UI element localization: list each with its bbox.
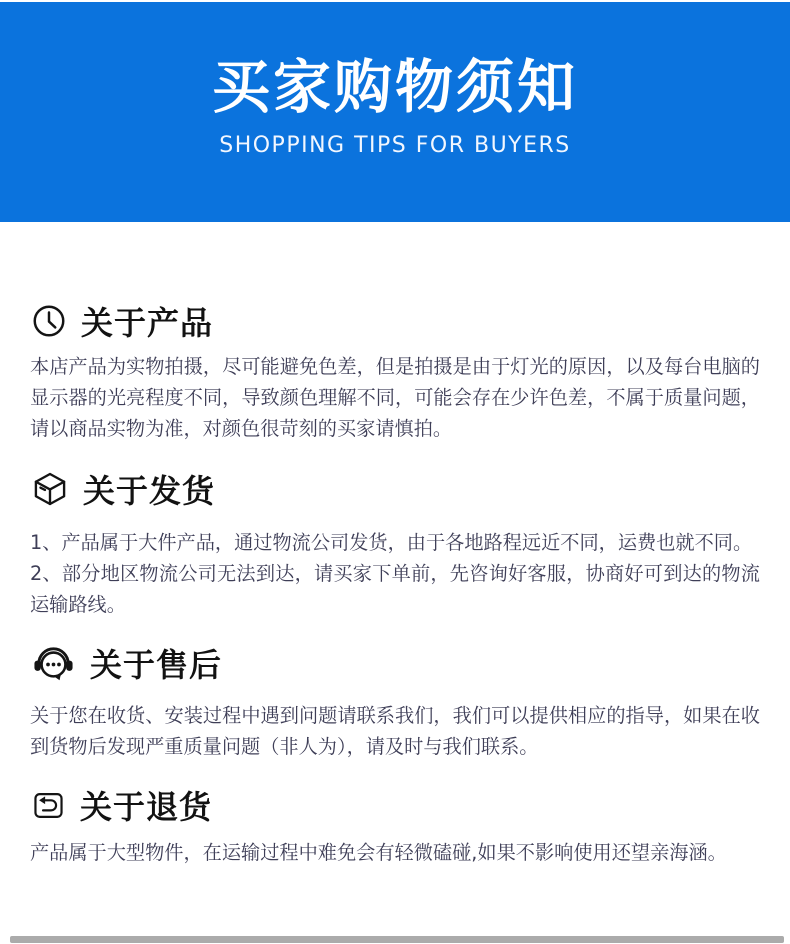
section-paragraph: 产品属于大型物件，在运输过程中难免会有轻微磕碰,如果不影响使用还望亲海涵。 — [30, 841, 727, 864]
banner — [0, 0, 790, 222]
section-heading — [30, 640, 760, 686]
clock-icon — [30, 302, 68, 340]
section-about-returns — [30, 782, 760, 868]
section-title: 关于售后 — [90, 646, 223, 684]
section-title: 关于发货 — [83, 472, 216, 510]
section-title: 关于退货 — [80, 788, 213, 826]
banner-subtitle: SHOPPING TIPS FOR BUYERS — [219, 132, 571, 158]
section-title: 关于产品 — [81, 304, 214, 342]
package-icon — [30, 469, 70, 509]
return-box-icon — [30, 787, 67, 824]
notice-content — [0, 298, 790, 868]
section-about-aftersales — [30, 640, 760, 762]
shipping-items — [30, 527, 760, 620]
section-about-product — [30, 298, 760, 444]
section-paragraph: 2、部分地区物流公司无法到达，请买家下单前，先咨询好客服，协商好可到达的物流运输路线。 — [30, 562, 760, 616]
section-heading — [30, 466, 760, 512]
banner-title: 买家购物须知 — [211, 53, 578, 121]
section-heading — [30, 782, 760, 828]
section-paragraph: 1、产品属于大件产品，通过物流公司发货，由于各地路程远近不同，运费也就不同。 — [30, 531, 753, 554]
section-heading — [30, 298, 760, 344]
section-paragraph: 本店产品为实物拍摄，尽可能避免色差，但是拍摄是由于灯光的原因，以及每台电脑的显示器的光亮程度不同，导致颜色理解不同，可能会存在少许色差，不属于质量问题，请以商品实物为准，对颜色很苛刻的买家请慎拍。 — [30, 355, 760, 440]
headset-chat-icon — [30, 642, 77, 685]
next-module-strip — [10, 936, 784, 943]
section-about-shipping — [30, 466, 760, 620]
section-paragraph: 关于您在收货、安装过程中遇到问题请联系我们，我们可以提供相应的指导，如果在收到货物后发现严重质量问题（非人为），请及时与我们联系。 — [30, 704, 760, 758]
